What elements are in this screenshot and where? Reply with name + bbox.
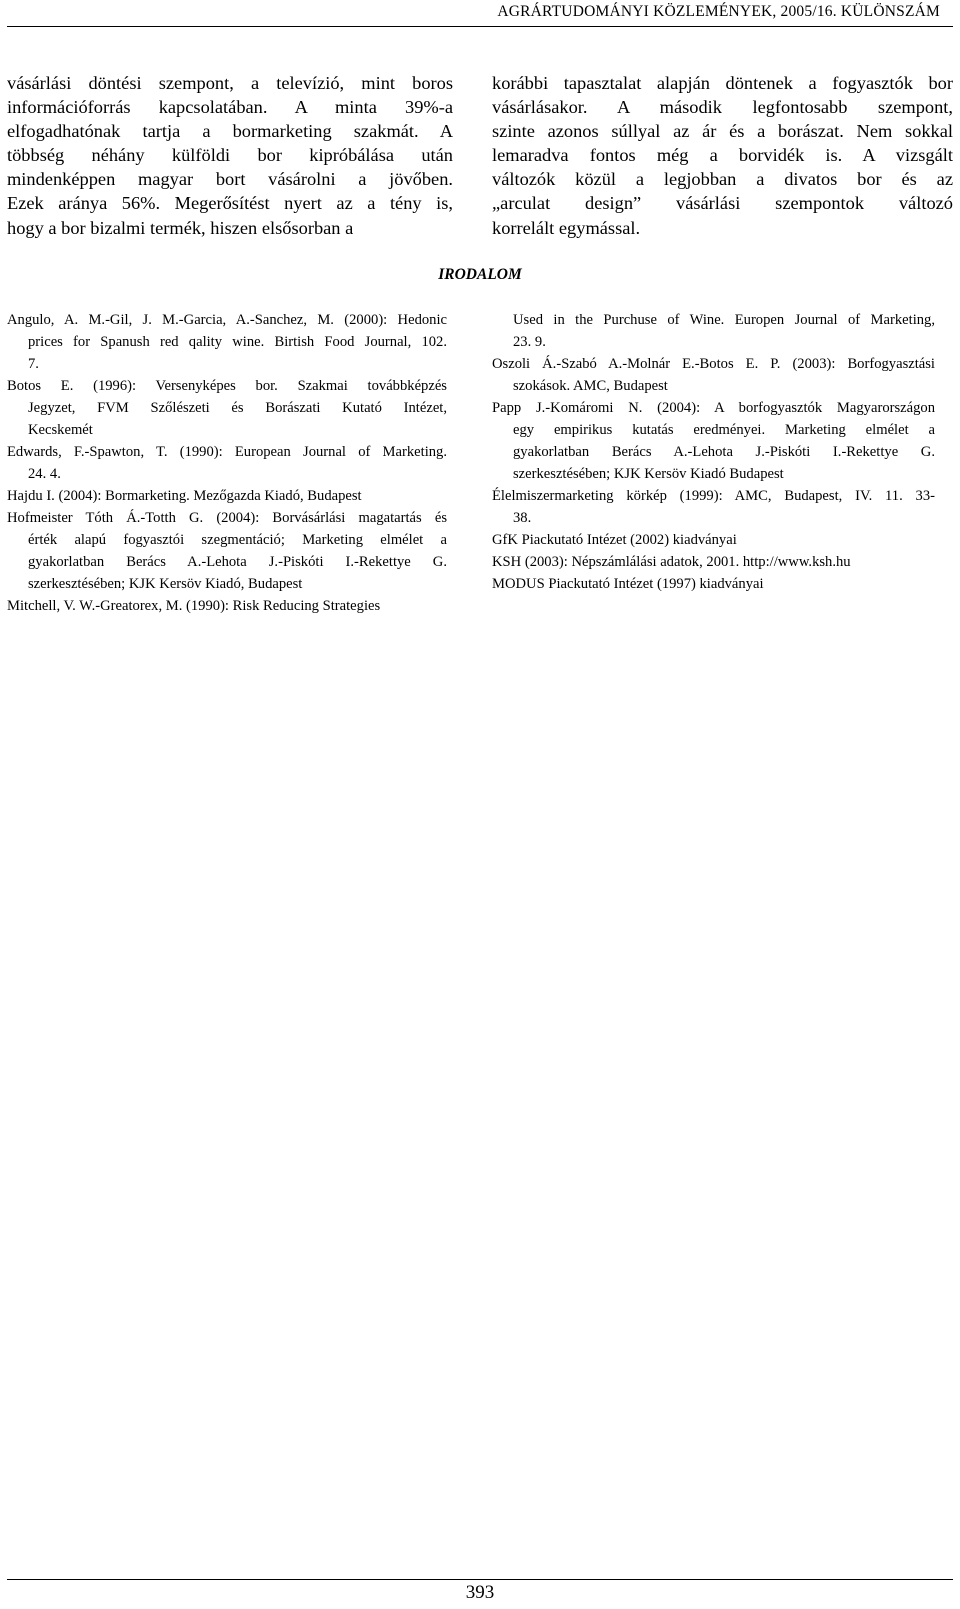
reference-line: szerkesztésében; KJK Kersöv Kiadó Budapest [513, 466, 784, 482]
reference-line: Botos E. (1996): Versenyképes bor. Szakmai továbbképzés [7, 378, 447, 394]
reference-entry [492, 551, 935, 573]
reference-line: prices for Spanush red qality wine. Birtish Food Journal, 102. [28, 334, 447, 350]
body-text-line: változók közül a legjobban a divatos bor és az [492, 169, 953, 190]
reference-line: Used in the Purchuse of Wine. Europen Journal of Marketing, [513, 312, 935, 328]
reference-line: egy empirikus kutatás eredményei. Marketing elmélet a [513, 422, 935, 438]
body-text-left-column [7, 71, 453, 240]
body-text-line: információforrás kapcsolatában. A minta 39%-a [7, 97, 453, 118]
body-text-line: mindenképpen magyar bort vásárolni a jövőben. [7, 169, 453, 190]
reference-line: Edwards, F.-Spawton, T. (1990): European Journal of Marketing. [7, 444, 447, 460]
body-text-line: „arculat design” vásárlási szempontok változó [492, 193, 953, 214]
reference-line: Papp J.-Komáromi N. (2004): A borfogyasztók Magyarországon [492, 400, 935, 416]
body-text-right-column [492, 71, 953, 240]
reference-line: KSH (2003): Népszámlálási adatok, 2001. http://www.ksh.hu [492, 554, 851, 570]
section-title-irodalom: IRODALOM [438, 266, 522, 283]
reference-line: Oszoli Á.-Szabó A.-Molnár E.-Botos E. P. (2003): Borfogyasztási [492, 356, 935, 372]
reference-line: Jegyzet, FVM Szőlészeti és Borászati Kutató Intézet, [28, 400, 447, 416]
reference-entry [7, 595, 447, 617]
body-text-line: lemaradva fontos még a borvidék is. A vizsgált [492, 145, 953, 166]
reference-line: Kecskemét [28, 422, 93, 438]
reference-line: Élelmiszermarketing körkép (1999): AMC, Budapest, IV. 11. 33- [492, 488, 935, 504]
running-header [0, 0, 960, 26]
reference-line: Hajdu I. (2004): Bormarketing. Mezőgazda Kiadó, Budapest [7, 488, 362, 504]
body-text-line: szinte azonos súllyal az ár és a borászat. Nem sokkal [492, 121, 953, 142]
reference-line: GfK Piackutató Intézet (2002) kiadványai [492, 532, 737, 548]
reference-line: 38. [513, 510, 532, 526]
reference-entry [7, 441, 447, 485]
reference-entry [492, 485, 935, 529]
reference-line: szerkesztésében; KJK Kersöv Kiadó, Budapest [28, 576, 303, 592]
body-text-line: hogy a bor bizalmi termék, hiszen elsősorban a [7, 217, 354, 238]
body-text-line: vásárlásakor. A második legfontosabb szempont, [492, 97, 953, 118]
reference-line: gyakorlatban Berács A.-Lehota J.-Piskóti I.-Rekettye G. [28, 554, 447, 570]
reference-line: Hofmeister Tóth Á.-Totth G. (2004): Borvásárlási magatartás és [7, 510, 447, 526]
references-left-column [7, 309, 447, 617]
reference-entry [492, 397, 935, 485]
reference-line: 23. 9. [513, 334, 546, 350]
page-number: 393 [465, 1582, 495, 1603]
references-right-column [492, 309, 935, 595]
body-text-line: korábbi tapasztalat alapján döntenek a fogyasztók bor [492, 73, 953, 93]
reference-entry [492, 353, 935, 397]
reference-line: MODUS Piackutató Intézet (1997) kiadványai [492, 576, 764, 592]
reference-entry [7, 507, 447, 595]
reference-line: szokások. AMC, Budapest [513, 378, 668, 394]
body-text-line: Ezek aránya 56%. Megerősítést nyert az a tény is, [7, 193, 453, 214]
body-text-line: korrelált egymással. [492, 217, 641, 238]
reference-entry [492, 309, 935, 353]
journal-title: AGRÁRTUDOMÁNYI KÖZLEMÉNYEK, 2005/16. KÜLÖNSZÁM [497, 3, 940, 20]
header-rule [7, 26, 953, 27]
reference-entry [7, 375, 447, 441]
footer-rule [7, 1579, 953, 1580]
body-text-line: elfogadhatónak tartja a bormarketing szakmát. A [7, 121, 453, 142]
reference-entry [492, 573, 935, 595]
reference-line: gyakorlatban Berács A.-Lehota J.-Piskóti I.-Rekettye G. [513, 444, 935, 460]
reference-line: Angulo, A. M.-Gil, J. M.-Garcia, A.-Sanchez, M. (2000): Hedonic [7, 312, 447, 328]
reference-line: 7. [28, 356, 39, 372]
body-text-line: vásárlási döntési szempont, a televízió, mint boros [7, 73, 453, 93]
reference-entry [492, 529, 935, 551]
reference-line: 24. 4. [28, 466, 61, 482]
body-text-line: többség néhány külföldi bor kipróbálása után [7, 145, 453, 166]
reference-line: érték alapú fogyasztói szegmentáció; Marketing elmélet a [28, 532, 447, 548]
reference-entry [7, 485, 447, 507]
reference-line: Mitchell, V. W.-Greatorex, M. (1990): Risk Reducing Strategies [7, 598, 381, 614]
reference-entry [7, 309, 447, 375]
